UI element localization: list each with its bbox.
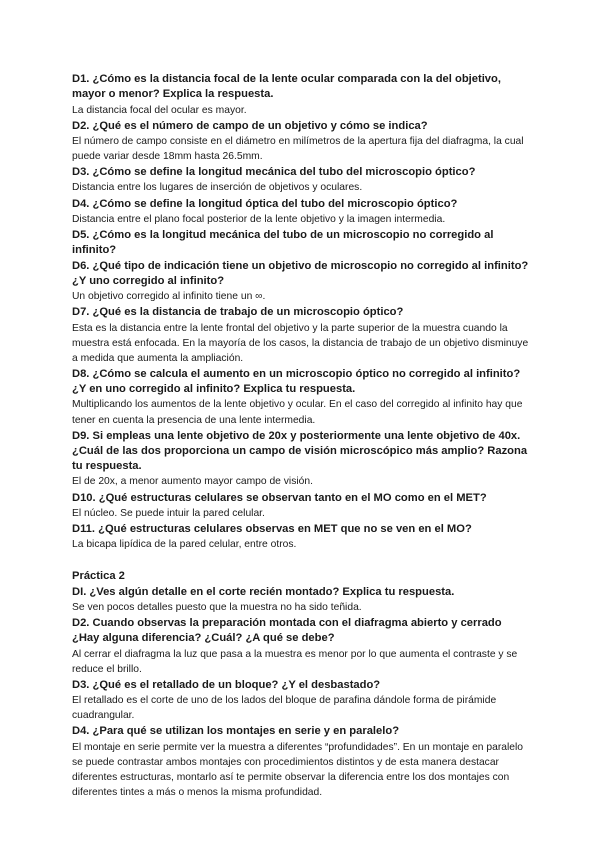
question-d6: D6. ¿Qué tipo de indicación tiene un objetivo de microscopio no corregido al infinito? ¿Y uno corregido al infinito? bbox=[72, 259, 529, 287]
answer-p2-d1: Se ven pocos detalles puesto que la muestra no ha sido teñida. bbox=[72, 601, 362, 613]
answer-d11: La bicapa lipídica de la pared celular, entre otros. bbox=[72, 539, 297, 551]
answer-d6: Un objetivo corregido al infinito tiene un ∞. bbox=[72, 291, 266, 303]
document-page bbox=[72, 72, 532, 801]
answer-p2-d3: El retallado es el corte de uno de los lados del bloque de parafina dándole forma de pirámide cuadrangular. bbox=[72, 695, 497, 722]
questions-part-2 bbox=[72, 585, 532, 800]
section-spacer bbox=[72, 553, 532, 569]
question-p2-d4: D4. ¿Para qué se utilizan los montajes en serie y en paralelo? bbox=[72, 725, 400, 738]
answer-d10: El núcleo. Se puede intuir la pared celular. bbox=[72, 507, 265, 519]
answer-p2-d2: Al cerrar el diafragma la luz que pasa a la muestra es menor por lo que aumenta el contraste y se reduce el brillo. bbox=[72, 648, 518, 675]
question-p2-d3: D3. ¿Qué es el retallado de un bloque? ¿Y el desbastado? bbox=[72, 678, 381, 691]
answer-d2: El número de campo consiste en el diámetro en milímetros de la apertura fija del diafragma, la cual puede variar desde 18mm hasta 26.5mm. bbox=[72, 135, 524, 163]
section-2-title: Práctica 2 bbox=[72, 570, 125, 583]
question-d3: D3. ¿Cómo se define la longitud mecánica del tubo del microscopio óptico? bbox=[72, 166, 476, 179]
question-d8: D8. ¿Cómo se calcula el aumento en un microscopio óptico no corregido al infinito? ¿Y en uno corregido al infinito? Explica tu respuesta. bbox=[72, 367, 521, 396]
question-d2: D2. ¿Qué es el número de campo de un objetivo y cómo se indica? bbox=[72, 119, 428, 132]
answer-d4: Distancia entre el plano focal posterior de la lente objetivo y la imagen intermedia. bbox=[72, 213, 446, 225]
question-d4: D4. ¿Cómo se define la longitud óptica del tubo del microscopio óptico? bbox=[72, 197, 458, 210]
question-p2-d1: DI. ¿Ves algún detalle en el corte recién montado? Explica tu respuesta. bbox=[72, 585, 455, 598]
answer-d1: La distancia focal del ocular es mayor. bbox=[72, 104, 247, 116]
question-d10: D10. ¿Qué estructuras celulares se observan tanto en el MO como en el MET? bbox=[72, 491, 487, 504]
question-d7: D7. ¿Qué es la distancia de trabajo de un microscopio óptico? bbox=[72, 306, 404, 319]
answer-d8: Multiplicando los aumentos de la lente objetivo y ocular. En el caso del corregido al infinito hay que tener en cuenta la presencia de una lente intermedia. bbox=[72, 399, 523, 426]
question-p2-d2: D2. Cuando observas la preparación montada con el diafragma abierto y cerrado ¿Hay alguna diferencia? ¿Cuál? ¿A qué se debe? bbox=[72, 617, 502, 645]
answer-d7: Esta es la distancia entre la lente frontal del objetivo y la parte superior de la muestra cuando la muestra está enfocada. En la mayoría de los casos, la distancia de trabajo de un objetivo disminuye a medida que aumenta la ampliación. bbox=[72, 322, 529, 364]
question-d5: D5. ¿Cómo es la longitud mecánica del tubo de un microscopio no corregido al infinito? bbox=[72, 228, 494, 257]
questions-part-1 bbox=[72, 72, 532, 552]
question-d11: D11. ¿Qué estructuras celulares observas en MET que no se ven en el MO? bbox=[72, 522, 472, 535]
question-d9: D9. Si empleas una lente objetivo de 20x y posteriormente una lente objetivo de 40x. ¿Cuál de las dos proporciona un campo de visión microscópico más amplio? Razona tu respuesta. bbox=[72, 429, 528, 473]
answer-d3: Distancia entre los lugares de inserción de objetivos y oculares. bbox=[72, 182, 363, 194]
answer-d9: El de 20x, a menor aumento mayor campo de visión. bbox=[72, 476, 313, 488]
answer-p2-d4: El montaje en serie permite ver la muestra a diferentes “profundidades”. En un montaje en paralelo se puede contrastar ambos montajes con procedimientos distintos y de esta manera destacar diferentes estructuras, montarlo así te permite observar la diferencia entre los dos montajes con diferentes tintes a más o menos la misma profundidad. bbox=[72, 741, 524, 798]
question-d1: D1. ¿Cómo es la distancia focal de la lente ocular comparada con la del objetivo, mayor o menor? Explica la respuesta. bbox=[72, 73, 501, 101]
